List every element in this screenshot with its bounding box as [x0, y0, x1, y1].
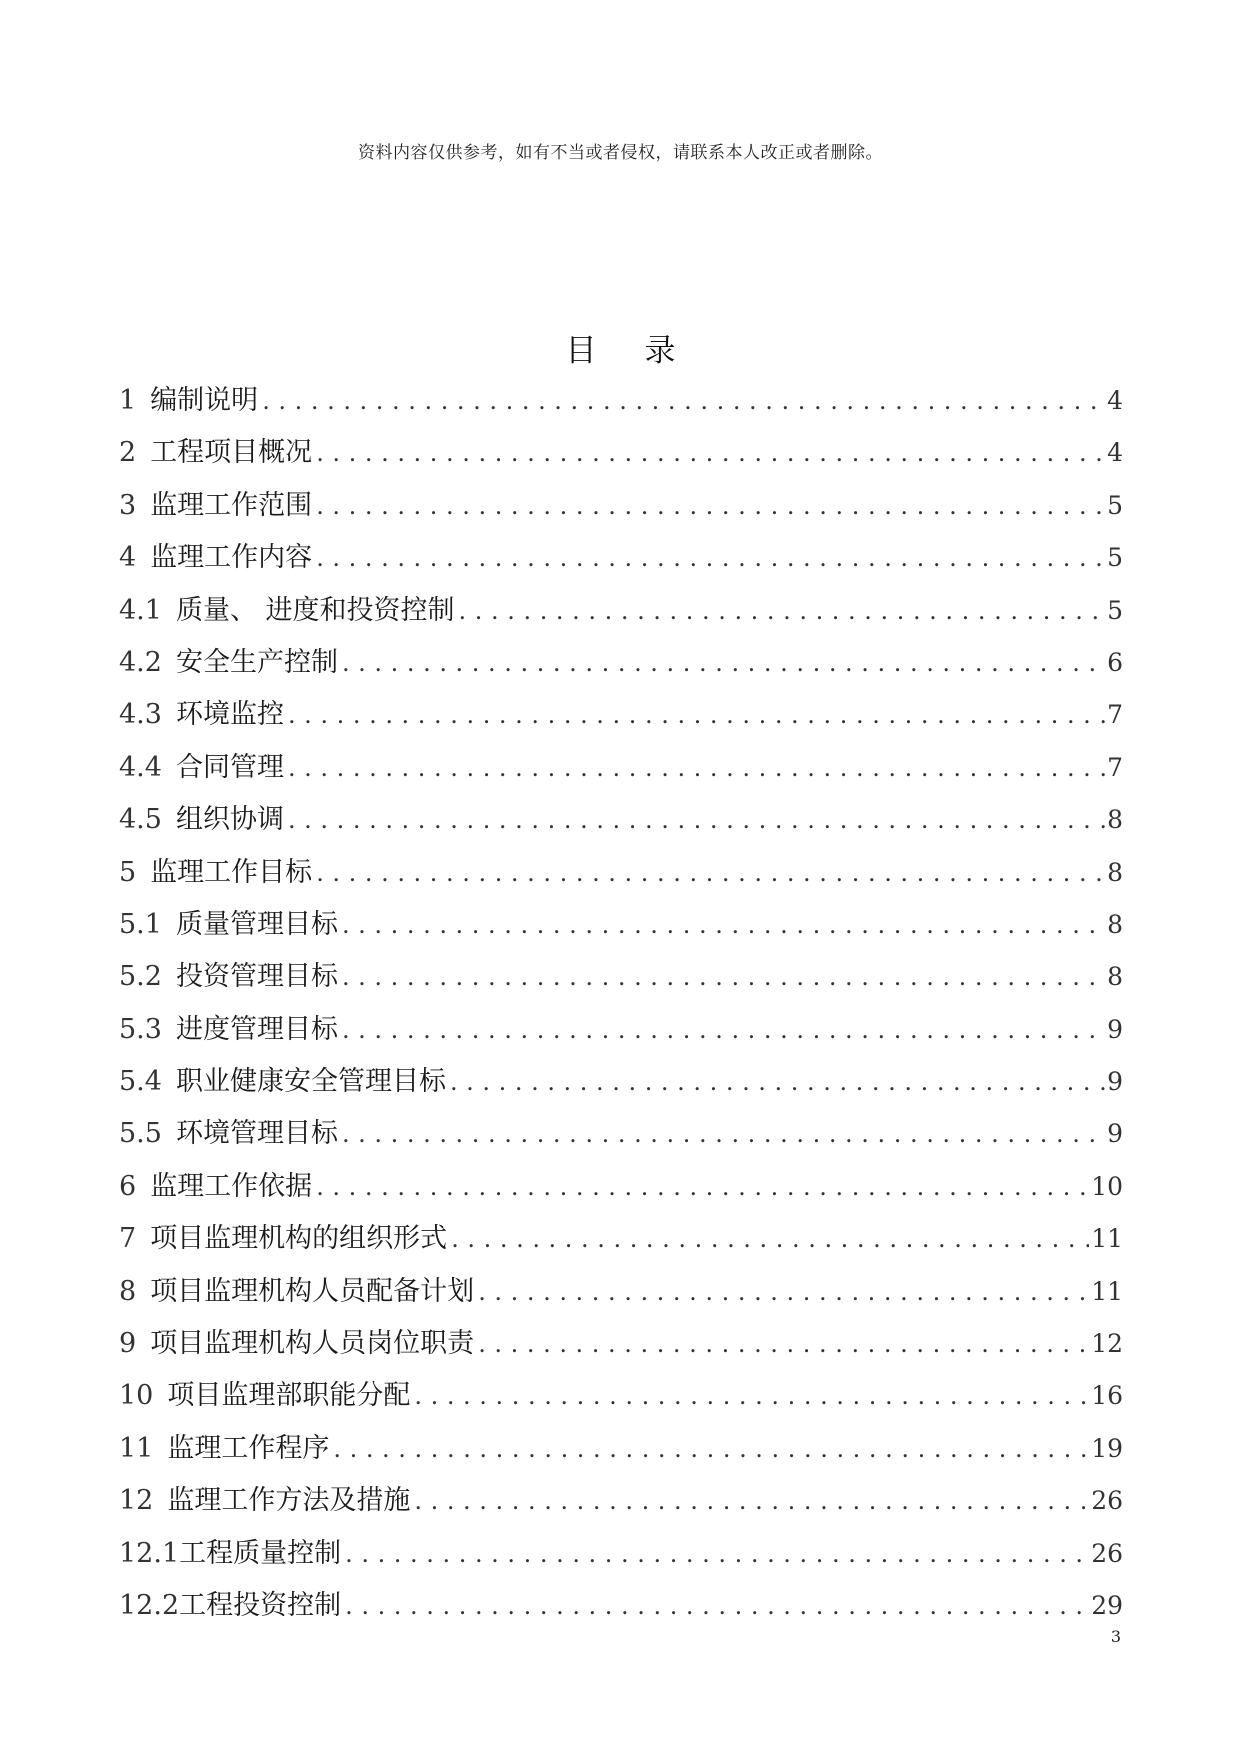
- toc-entry[interactable]: [119, 1318, 1123, 1370]
- toc-entry-title: 进度管理目标: [175, 1013, 338, 1045]
- toc-entry-page: 16: [1091, 1381, 1123, 1411]
- toc-entry-number: 1: [119, 385, 137, 416]
- toc-leader-dots: [333, 1423, 1089, 1475]
- toc-leader-dots: [478, 1318, 1089, 1370]
- toc-entry[interactable]: [119, 794, 1123, 846]
- toc-entry-title: 监理工作内容: [150, 542, 313, 574]
- page-number: 3: [1110, 1627, 1121, 1646]
- toc-entry[interactable]: [119, 375, 1123, 427]
- toc-entry-number: 4.1: [119, 594, 162, 626]
- toc-entry-page: 8: [1107, 909, 1123, 939]
- toc-entry-title: 合同管理: [175, 751, 284, 783]
- toc-entry[interactable]: [119, 847, 1123, 899]
- toc-entry[interactable]: [119, 1423, 1123, 1475]
- toc-entry-number: 4.3: [119, 699, 162, 731]
- toc-entry-label: [119, 794, 284, 846]
- toc-entry[interactable]: [119, 585, 1123, 637]
- toc-entry-page: 7: [1107, 700, 1123, 730]
- toc-entry[interactable]: [119, 1370, 1123, 1422]
- toc-entry-number: 10: [119, 1380, 154, 1412]
- toc-entry-label: [119, 1370, 410, 1422]
- toc-entry-page: 5: [1107, 543, 1123, 573]
- toc-entry-title: 质量、 进度和投资控制: [175, 594, 455, 626]
- toc-leader-dots: [342, 637, 1105, 689]
- toc-entry[interactable]: [119, 1266, 1123, 1318]
- toc-entry-title: 编制说明: [150, 385, 259, 416]
- toc-entry-page: 19: [1091, 1433, 1123, 1463]
- toc-entry-page: 8: [1107, 857, 1123, 887]
- toc-leader-dots: [414, 1475, 1089, 1527]
- toc-leader-dots: [316, 532, 1105, 584]
- toc-entry[interactable]: [119, 899, 1123, 951]
- toc-entry-title: 项目监理机构人员配备计划: [150, 1275, 475, 1307]
- toc-entry-title: 环境管理目标: [175, 1118, 338, 1150]
- toc-entry-number: 4.2: [119, 646, 162, 678]
- toc-leader-dots: [316, 847, 1105, 899]
- toc-entry-title: 工程质量控制: [179, 1537, 342, 1569]
- toc-entry-number: 2: [119, 437, 137, 469]
- toc-entry-number: 9: [119, 1328, 137, 1360]
- toc-entry-page: 11: [1091, 1276, 1123, 1306]
- toc-entry-number: 11: [119, 1432, 154, 1464]
- toc-leader-dots: [451, 1213, 1089, 1265]
- toc-leader-dots: [345, 1580, 1089, 1632]
- toc-entry-label: [119, 1475, 410, 1527]
- toc-entry-page: 8: [1107, 962, 1123, 992]
- toc-entry-page: 6: [1107, 647, 1123, 677]
- toc-leader-dots: [288, 742, 1105, 794]
- toc-entry-number: 12: [119, 1485, 154, 1517]
- toc-entry-title: 环境监控: [175, 699, 284, 731]
- toc-entry-label: [119, 1318, 474, 1370]
- toc-entry-number: 5: [119, 856, 137, 888]
- toc-entry[interactable]: [119, 637, 1123, 689]
- toc-entry-label: [119, 585, 455, 637]
- toc-entry-label: [119, 1266, 474, 1318]
- toc-entry-page: 7: [1107, 752, 1123, 782]
- toc-entry-title: 投资管理目标: [175, 961, 338, 993]
- toc-entry-page: 5: [1107, 595, 1123, 625]
- toc-entry-title: 监理工作程序: [167, 1432, 330, 1464]
- toc-entry-number: 4.4: [119, 751, 162, 783]
- toc-entry-page: 4: [1107, 438, 1123, 468]
- toc-entry[interactable]: [119, 1213, 1123, 1265]
- toc-entry-label: [119, 1108, 338, 1160]
- toc-leader-dots: [288, 794, 1105, 846]
- toc-entry-page: 26: [1091, 1486, 1123, 1516]
- toc-entry-label: [119, 1580, 341, 1632]
- toc-leader-dots: [450, 1056, 1105, 1108]
- toc-entry-number: 4.5: [119, 804, 162, 836]
- toc-entry[interactable]: [119, 1108, 1123, 1160]
- toc-entry-number: 5.5: [119, 1118, 162, 1150]
- toc-entry-number: 7: [119, 1223, 137, 1255]
- toc-entry[interactable]: [119, 1528, 1123, 1580]
- toc-leader-dots: [262, 375, 1105, 427]
- toc-entry-label: [119, 847, 312, 899]
- toc-entry[interactable]: [119, 742, 1123, 794]
- toc-leader-dots: [316, 427, 1105, 479]
- toc-entry-label: [119, 742, 284, 794]
- toc-entry-title: 监理工作方法及措施: [167, 1485, 411, 1517]
- toc-leader-dots: [288, 689, 1105, 741]
- toc-entry-number: 5.3: [119, 1013, 162, 1045]
- toc-entry-label: [119, 427, 312, 479]
- toc-entry-label: [119, 375, 258, 427]
- toc-entry-page: 29: [1091, 1590, 1123, 1620]
- toc-leader-dots: [342, 1004, 1105, 1056]
- toc-leader-dots: [478, 1266, 1089, 1318]
- toc-entry-page: 5: [1107, 490, 1123, 520]
- toc-entry-title: 项目监理机构人员岗位职责: [150, 1328, 475, 1360]
- toc-entry-number: 5.1: [119, 908, 162, 940]
- toc-entry-number: 5.2: [119, 961, 162, 993]
- toc-title-part1: 目: [565, 333, 597, 369]
- toc-entry-title: 工程投资控制: [179, 1589, 342, 1621]
- toc-entry-title: 监理工作目标: [150, 856, 313, 888]
- toc-entry-number: 5.4: [119, 1066, 162, 1098]
- toc-leader-dots: [345, 1528, 1089, 1580]
- toc-entry-page: 26: [1091, 1538, 1123, 1568]
- toc-entry-page: 9: [1107, 1014, 1123, 1044]
- toc-entry-number: 8: [119, 1275, 137, 1307]
- toc-entry-label: [119, 951, 338, 1003]
- toc-entry-label: [119, 1004, 338, 1056]
- toc-entry-title: 组织协调: [175, 804, 284, 836]
- toc-entry-label: [119, 1528, 341, 1580]
- toc-entry-number: 3: [119, 489, 137, 521]
- toc-leader-dots: [316, 1161, 1089, 1213]
- toc-entry-label: [119, 899, 338, 951]
- toc-entry-label: [119, 532, 312, 584]
- toc-entry-page: 10: [1091, 1171, 1123, 1201]
- toc-entry[interactable]: [119, 532, 1123, 584]
- toc-entry-title: 质量管理目标: [175, 908, 338, 940]
- toc-entry-label: [119, 1213, 447, 1265]
- toc-leader-dots: [342, 951, 1105, 1003]
- toc-title: [0, 325, 1241, 370]
- toc-entry-title: 工程项目概况: [150, 437, 313, 469]
- toc-entry-page: 4: [1107, 386, 1123, 415]
- toc-entry[interactable]: [119, 1161, 1123, 1213]
- toc-entry-page: 12: [1091, 1329, 1123, 1359]
- toc-entry-page: 11: [1091, 1224, 1123, 1254]
- toc-entry[interactable]: [119, 1580, 1123, 1632]
- toc-entry-label: [119, 1056, 446, 1108]
- toc-entry[interactable]: [119, 427, 1123, 479]
- toc-entry-number: 12.2: [119, 1589, 180, 1621]
- toc-leader-dots: [459, 585, 1106, 637]
- toc-title-part2: 录: [644, 333, 676, 369]
- toc-entry-number: 12.1: [119, 1537, 180, 1569]
- toc-entry[interactable]: [119, 951, 1123, 1003]
- toc-entry[interactable]: [119, 480, 1123, 532]
- table-of-contents: [119, 375, 1123, 1632]
- toc-entry-page: 9: [1107, 1067, 1123, 1097]
- toc-entry-label: [119, 1423, 329, 1475]
- toc-entry-page: 9: [1107, 1119, 1123, 1149]
- toc-leader-dots: [342, 899, 1105, 951]
- toc-leader-dots: [414, 1370, 1089, 1422]
- toc-entry-page: 8: [1107, 805, 1123, 835]
- toc-entry-label: [119, 1161, 312, 1213]
- toc-leader-dots: [316, 480, 1105, 532]
- disclaimer-header: 资料内容仅供参考，如有不当或者侵权，请联系本人改正或者删除。: [358, 143, 883, 163]
- toc-entry-title: 监理工作依据: [150, 1170, 313, 1202]
- toc-entry-title: 项目监理机构的组织形式: [150, 1223, 448, 1255]
- toc-entry-label: [119, 637, 338, 689]
- toc-entry[interactable]: [119, 1056, 1123, 1108]
- toc-entry-title: 职业健康安全管理目标: [175, 1066, 446, 1098]
- toc-entry[interactable]: [119, 689, 1123, 741]
- toc-entry-number: 6: [119, 1170, 137, 1202]
- toc-entry-label: [119, 689, 284, 741]
- toc-entry[interactable]: [119, 1475, 1123, 1527]
- toc-entry-title: 监理工作范围: [150, 489, 313, 521]
- toc-entry-number: 4: [119, 542, 137, 574]
- toc-entry[interactable]: [119, 1004, 1123, 1056]
- toc-leader-dots: [342, 1108, 1105, 1160]
- toc-entry-title: 项目监理部职能分配: [167, 1380, 411, 1412]
- toc-entry-title: 安全生产控制: [175, 646, 338, 678]
- toc-entry-label: [119, 480, 312, 532]
